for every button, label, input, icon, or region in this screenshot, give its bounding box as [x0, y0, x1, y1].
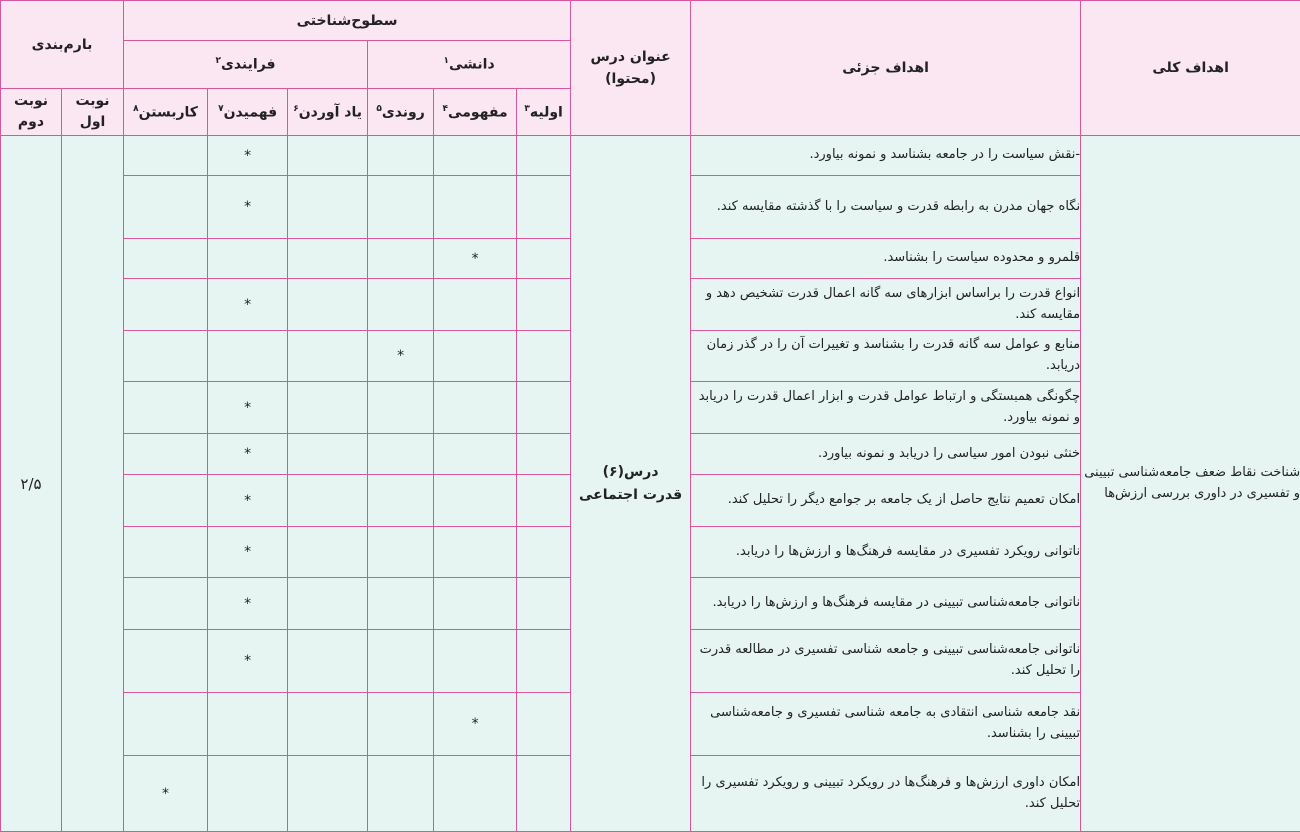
level-cell-understanding [208, 630, 288, 693]
level-cell-initial [517, 136, 571, 176]
specific-goal-cell: امکان داوری ارزش‌ها و فرهنگ‌ها در رویکرد تبیینی و رویکرد تفسیری را تحلیل کند. [691, 756, 1081, 832]
level-cell-conceptual [434, 475, 517, 527]
level-cell-recall [288, 136, 368, 176]
level-mark: * [244, 492, 252, 509]
level-cell-conceptual [434, 382, 517, 434]
level-cell-conceptual [434, 331, 517, 382]
header-general-goals: اهداف کلی [1081, 1, 1300, 136]
specific-goal-cell: نگاه جهان مدرن به رابطه قدرت و سیاست را با گذشته مقایسه کند. [691, 176, 1081, 239]
level-mark: * [244, 544, 252, 560]
level-cell-initial [517, 475, 571, 527]
level-cell-initial [517, 279, 571, 331]
lesson-name: قدرت اجتماعی [578, 486, 683, 503]
level-mark: * [471, 250, 479, 267]
level-cell-recall [288, 756, 368, 832]
level-mark: * [244, 399, 252, 416]
level-cell-recall [288, 630, 368, 693]
level-cell-understanding [208, 331, 288, 382]
level-mark: * [397, 348, 405, 364]
header-procedural: روندی$^۵$ [368, 89, 434, 136]
level-cell-recall [288, 693, 368, 756]
specific-goal-cell: خنثی نبودن امور سیاسی را دریابد و نمونه بیاورد. [691, 434, 1081, 475]
level-cell-conceptual [434, 578, 517, 630]
header-applying: کاربستن$^۸$ [124, 89, 208, 136]
specific-goal-cell: انواع قدرت را براساس ابزارهای سه گانه اعمال قدرت تشخیص دهد و مقایسه کند. [691, 279, 1081, 331]
specific-goal-cell: -نقش سیاست را در جامعه بشناسد و نمونه بیاورد. [691, 136, 1081, 176]
level-cell-procedural [368, 578, 434, 630]
level-cell-initial [517, 693, 571, 756]
general-goal-cell: شناخت نقاط ضعف جامعه‌شناسی تبیینی و تفسیری در داوری بررسی ارزش‌ها [1081, 136, 1300, 832]
level-cell-applying [124, 382, 208, 434]
specific-goal-cell: ناتوانی جامعه‌شناسی تبیینی در مقایسه فرهنگ‌ها و ارزش‌ها را دریابد. [691, 578, 1081, 630]
level-mark: * [162, 785, 170, 802]
level-mark: * [244, 296, 252, 313]
level-cell-conceptual [434, 176, 517, 239]
level-cell-initial [517, 578, 571, 630]
level-cell-procedural [368, 382, 434, 434]
level-cell-understanding [208, 176, 288, 239]
level-cell-recall [288, 176, 368, 239]
level-cell-conceptual [434, 630, 517, 693]
header-conceptual: مفهومی$^۴$ [434, 89, 517, 136]
level-cell-conceptual [434, 527, 517, 578]
level-mark: * [244, 199, 252, 215]
level-mark: * [244, 653, 252, 669]
objectives-body [1, 136, 1300, 832]
level-mark: * [244, 147, 252, 164]
specific-goal-cell: نقد جامعه شناسی انتقادی به جامعه شناسی تفسیری و جامعه‌شناسی تبیینی را بشناسد. [691, 693, 1081, 756]
level-cell-initial [517, 239, 571, 279]
header-recall: یاد آوردن$^۶$ [288, 89, 368, 136]
level-cell-procedural [368, 527, 434, 578]
header-knowledge: دانشی$^۱$ [368, 41, 571, 89]
level-cell-applying [124, 331, 208, 382]
level-cell-procedural [368, 136, 434, 176]
level-cell-procedural [368, 475, 434, 527]
level-cell-understanding [208, 475, 288, 527]
level-cell-conceptual [434, 756, 517, 832]
header-cognitive-levels: سطوح‌شناختی [124, 1, 571, 41]
header-scoring: بارم‌بندی [1, 1, 124, 89]
level-cell-initial [517, 382, 571, 434]
level-cell-recall [288, 239, 368, 279]
header-second-term: نوبت دوم [1, 89, 62, 136]
level-cell-understanding [208, 756, 288, 832]
level-cell-conceptual [434, 239, 517, 279]
level-cell-recall [288, 578, 368, 630]
header-first-term: نوبت اول [62, 89, 124, 136]
level-cell-procedural [368, 239, 434, 279]
level-cell-procedural [368, 630, 434, 693]
level-cell-understanding [208, 382, 288, 434]
score-second-term: ۲/۵ [1, 136, 62, 832]
level-cell-recall [288, 527, 368, 578]
level-mark: * [244, 446, 252, 462]
specific-goal-cell: چگونگی همبستگی و ارتباط عوامل قدرت و ابزار اعمال قدرت را دریابد و نمونه بیاورد. [691, 382, 1081, 434]
level-cell-conceptual [434, 693, 517, 756]
specific-goal-cell: ناتوانی رویکرد تفسیری در مقایسه فرهنگ‌ها و ارزش‌ها را دریابد. [691, 527, 1081, 578]
level-cell-understanding [208, 527, 288, 578]
level-cell-understanding [208, 136, 288, 176]
header-lesson-title: عنوان درس (محتوا) [571, 1, 691, 136]
level-cell-initial [517, 630, 571, 693]
level-cell-applying [124, 630, 208, 693]
level-cell-procedural [368, 279, 434, 331]
level-cell-applying [124, 693, 208, 756]
level-cell-applying [124, 475, 208, 527]
level-mark: * [244, 595, 252, 612]
level-cell-applying [124, 176, 208, 239]
lesson-number: درس(۶) [602, 464, 659, 481]
specific-goal-cell: ناتوانی جامعه‌شناسی تبیینی و جامعه شناسی تفسیری در مطالعه قدرت را تحلیل کند. [691, 630, 1081, 693]
header-understanding: فهمیدن$^۷$ [208, 89, 288, 136]
header-specific-goals: اهداف جزئی [691, 1, 1081, 136]
level-cell-understanding [208, 239, 288, 279]
level-cell-recall [288, 279, 368, 331]
level-cell-understanding [208, 434, 288, 475]
objective-row [1, 136, 1300, 176]
level-cell-understanding [208, 578, 288, 630]
level-cell-procedural [368, 756, 434, 832]
level-cell-recall [288, 331, 368, 382]
header-initial: اولیه$^۳$ [517, 89, 571, 136]
level-cell-understanding [208, 693, 288, 756]
level-cell-recall [288, 382, 368, 434]
specific-goal-cell: قلمرو و محدوده سیاست را بشناسد. [691, 239, 1081, 279]
level-mark: * [471, 716, 479, 732]
lesson-title-cell [571, 136, 691, 832]
level-cell-initial [517, 756, 571, 832]
score-first-term [62, 136, 124, 832]
level-cell-applying [124, 239, 208, 279]
level-cell-applying [124, 578, 208, 630]
level-cell-procedural [368, 693, 434, 756]
header-process: فرایندی$^۲$ [124, 41, 368, 89]
specific-goal-cell: منابع و عوامل سه گانه قدرت را بشناسد و تغییرات آن را در گذر زمان دریابد. [691, 331, 1081, 382]
level-cell-applying [124, 279, 208, 331]
level-cell-understanding [208, 279, 288, 331]
level-cell-applying [124, 434, 208, 475]
level-cell-conceptual [434, 279, 517, 331]
level-cell-initial [517, 434, 571, 475]
level-cell-applying [124, 756, 208, 832]
level-cell-initial [517, 527, 571, 578]
level-cell-applying [124, 136, 208, 176]
level-cell-applying [124, 527, 208, 578]
level-cell-procedural [368, 176, 434, 239]
level-cell-procedural [368, 434, 434, 475]
specific-goal-cell: امکان تعمیم نتایج حاصل از یک جامعه بر جوامع دیگر را تحلیل کند. [691, 475, 1081, 527]
level-cell-initial [517, 331, 571, 382]
level-cell-conceptual [434, 434, 517, 475]
level-cell-recall [288, 475, 368, 527]
level-cell-conceptual [434, 136, 517, 176]
level-cell-procedural [368, 331, 434, 382]
level-cell-initial [517, 176, 571, 239]
level-cell-recall [288, 434, 368, 475]
